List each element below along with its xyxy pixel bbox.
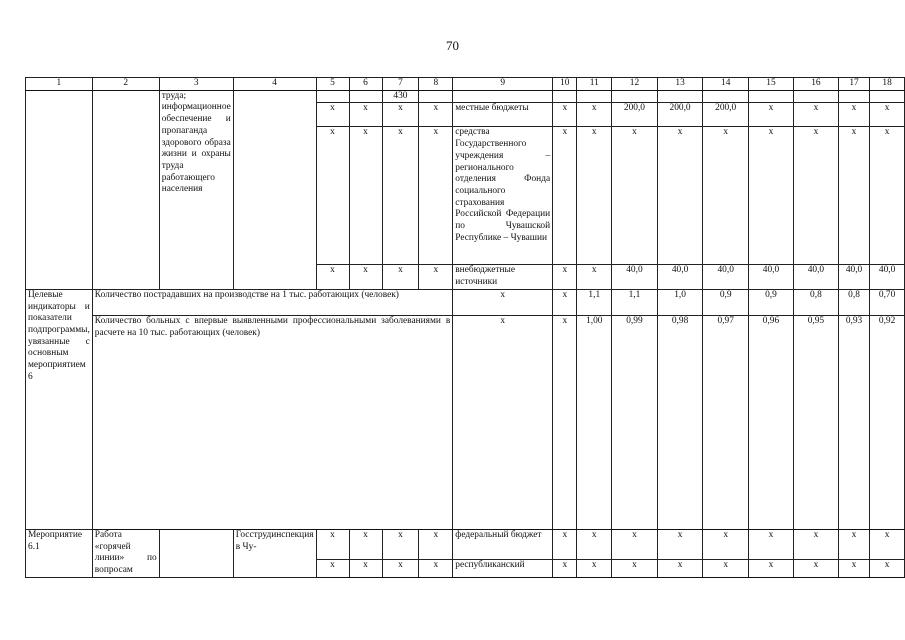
cell	[159, 529, 233, 577]
cell: x	[793, 529, 838, 559]
cell	[26, 90, 93, 289]
cell: 40,0	[838, 265, 869, 289]
col-header: 4	[233, 78, 316, 91]
indicator-row	[26, 289, 905, 315]
cell: x	[612, 127, 658, 265]
col-header: 8	[419, 78, 453, 91]
cell: x	[703, 529, 749, 559]
cell: 0,93	[838, 315, 869, 529]
cell: x	[838, 127, 869, 265]
cell: 1,1	[577, 289, 612, 315]
cell	[577, 90, 612, 103]
cell: x	[419, 103, 453, 127]
cell: 40,0	[870, 265, 905, 289]
cell: x	[793, 560, 838, 578]
program-table	[25, 77, 905, 578]
cell: x	[553, 315, 577, 529]
cell: 0,96	[749, 315, 794, 529]
cell: x	[577, 529, 612, 559]
cell: x	[703, 127, 749, 265]
cell: x	[382, 103, 419, 127]
measure-description: труда; информационное обеспечение и пропаганда здорового образа жизни и охраны труда работающего населения	[159, 90, 233, 289]
col-header: 5	[316, 78, 349, 91]
cell: 0,9	[703, 289, 749, 315]
cell: x	[838, 560, 869, 578]
col-header: 1	[26, 78, 93, 91]
cell: 1,00	[577, 315, 612, 529]
cell: x	[453, 289, 553, 315]
cell: x	[657, 560, 703, 578]
col-header: 12	[612, 78, 658, 91]
col-header: 9	[453, 78, 553, 91]
cell: 1,1	[612, 289, 658, 315]
cell: 0,8	[838, 289, 869, 315]
cell: x	[553, 560, 577, 578]
measure-label: Мероприятие 6.1	[26, 529, 93, 577]
cell	[419, 90, 453, 103]
cell: x	[612, 560, 658, 578]
cell: 0,70	[870, 289, 905, 315]
cell: 40,0	[612, 265, 658, 289]
cell	[349, 90, 382, 103]
cell: 430	[382, 90, 419, 103]
cell: x	[577, 103, 612, 127]
cell: x	[316, 265, 349, 289]
cell: x	[553, 529, 577, 559]
cell: x	[553, 265, 577, 289]
cell: x	[870, 127, 905, 265]
cell	[612, 90, 658, 103]
indicator-text: Количество больных с впервые выявленными профессиональными заболеваниями в расчете на 10 тыс. работающих (человек)	[92, 315, 452, 529]
cell: x	[382, 127, 419, 265]
funding-source: республиканский	[453, 560, 553, 578]
funding-source: внебюджетные источники	[453, 265, 553, 289]
indicators-label: Целевые индикаторы и показатели подпрограммы, увязанные с основным мероприятием 6	[26, 289, 93, 529]
col-header: 17	[838, 78, 869, 91]
funding-source: федеральный бюджет	[453, 529, 553, 559]
cell: 200,0	[612, 103, 658, 127]
cell: x	[870, 560, 905, 578]
cell: x	[419, 560, 453, 578]
cell	[453, 90, 553, 103]
col-header: 11	[577, 78, 612, 91]
col-header: 7	[382, 78, 419, 91]
cell: x	[419, 529, 453, 559]
measure-name: Работа «горячей линии» по вопросам	[92, 529, 159, 577]
col-header: 6	[349, 78, 382, 91]
cell: x	[657, 529, 703, 559]
cell: x	[577, 560, 612, 578]
cell	[553, 90, 577, 103]
measure-row	[26, 529, 905, 559]
cell: x	[382, 265, 419, 289]
cell: x	[419, 265, 453, 289]
cell: x	[749, 127, 794, 265]
col-header: 13	[657, 78, 703, 91]
page-number: 70	[446, 38, 459, 53]
cell: x	[419, 127, 453, 265]
funding-source: средства Государственного учреждения – регионального отделения Фонда социального страхования Российской Федерации по Чувашской Республике – Чувашии	[453, 127, 553, 265]
cell: x	[657, 127, 703, 265]
cell: x	[382, 529, 419, 559]
cell: x	[793, 127, 838, 265]
cell: x	[349, 103, 382, 127]
cell: 200,0	[703, 103, 749, 127]
indicator-row	[26, 315, 905, 529]
cell	[703, 90, 749, 103]
cell: 200,0	[657, 103, 703, 127]
funding-source: местные бюджеты	[453, 103, 553, 127]
cell	[793, 90, 838, 103]
cell: x	[838, 103, 869, 127]
cell	[316, 90, 349, 103]
indicator-text: Количество пострадавших на производстве на 1 тыс. работающих (человек)	[92, 289, 452, 315]
cell: 40,0	[793, 265, 838, 289]
cell	[838, 90, 869, 103]
cell: x	[838, 529, 869, 559]
cell	[749, 90, 794, 103]
cell: x	[382, 560, 419, 578]
cell: 0,99	[612, 315, 658, 529]
cell: x	[870, 103, 905, 127]
cell: 40,0	[657, 265, 703, 289]
col-header: 2	[92, 78, 159, 91]
cell: x	[553, 103, 577, 127]
cell: x	[349, 265, 382, 289]
cell: x	[553, 127, 577, 265]
cell: x	[577, 127, 612, 265]
cell	[233, 90, 316, 289]
cell: x	[453, 315, 553, 529]
cell: x	[749, 560, 794, 578]
col-header: 15	[749, 78, 794, 91]
table-row	[26, 90, 905, 103]
cell: x	[612, 529, 658, 559]
cell: 1,0	[657, 289, 703, 315]
cell: 40,0	[703, 265, 749, 289]
cell: x	[793, 103, 838, 127]
cell: x	[349, 529, 382, 559]
col-header: 18	[870, 78, 905, 91]
cell: 0,9	[749, 289, 794, 315]
cell: x	[349, 127, 382, 265]
cell: 0,8	[793, 289, 838, 315]
cell: 0,95	[793, 315, 838, 529]
column-numbers-row	[26, 78, 905, 91]
cell: x	[749, 529, 794, 559]
col-header: 3	[159, 78, 233, 91]
cell: x	[553, 289, 577, 315]
col-header: 14	[703, 78, 749, 91]
cell: 0,98	[657, 315, 703, 529]
cell	[870, 90, 905, 103]
cell: 40,0	[749, 265, 794, 289]
cell: x	[316, 127, 349, 265]
cell: x	[870, 529, 905, 559]
cell: x	[316, 560, 349, 578]
cell: x	[316, 529, 349, 559]
cell: x	[749, 103, 794, 127]
measure-executor: Госструдинспекция в Чу-	[233, 529, 316, 577]
cell: x	[577, 265, 612, 289]
cell: 0,97	[703, 315, 749, 529]
cell: 0,92	[870, 315, 905, 529]
cell: x	[316, 103, 349, 127]
col-header: 16	[793, 78, 838, 91]
cell: x	[349, 560, 382, 578]
col-header: 10	[553, 78, 577, 91]
cell	[92, 90, 159, 289]
cell	[657, 90, 703, 103]
cell: x	[703, 560, 749, 578]
